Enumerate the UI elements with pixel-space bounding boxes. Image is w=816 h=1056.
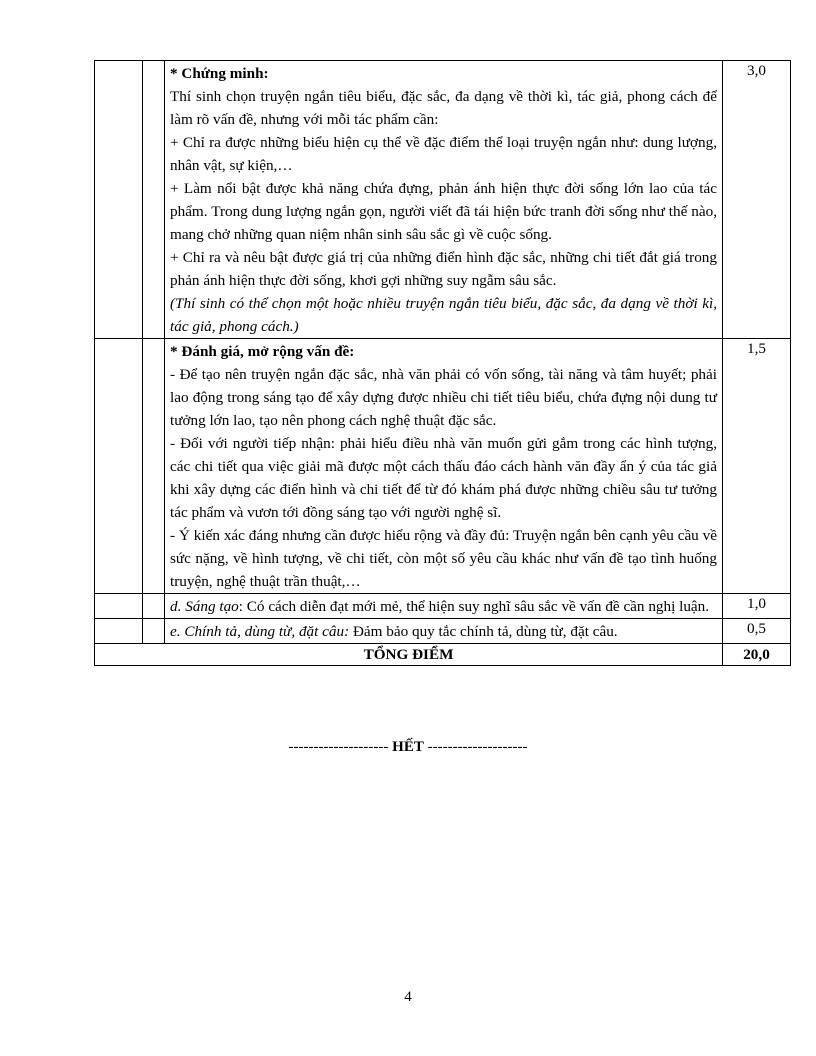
content-cell — [165, 61, 723, 339]
score-cell: 3,0 — [723, 61, 791, 339]
content-paragraph: - Đối với người tiếp nhận: phải hiểu điều nhà văn muốn gửi gắm trong các hình tượng, các chi tiết qua việc giải mã được một cách thấu đáo cách hành văn đầy ẩn ý của tác giả khi xây dựng các điển hình và chi tiết để từ đó khám phá được những chiều sâu tư tưởng tác phẩm và vươn tới đồng sáng tạo với người nghệ sĩ. — [170, 435, 717, 521]
score-cell: 1,5 — [723, 339, 791, 594]
content-paragraph: + Chỉ ra được những biểu hiện cụ thể về đặc điểm thể loại truyện ngắn như: dung lượng, nhân vật, sự kiện,… — [170, 134, 717, 174]
grading-table — [94, 60, 791, 666]
sub-question-cell — [143, 619, 165, 644]
content-cell — [165, 619, 723, 644]
table-row — [95, 594, 791, 619]
table-row — [95, 339, 791, 594]
score-cell: 1,0 — [723, 594, 791, 619]
question-cell — [95, 61, 143, 339]
section-heading: * Đánh giá, mở rộng vấn đề: — [170, 343, 355, 360]
content-paragraph: Thí sinh chọn truyện ngắn tiêu biểu, đặc sắc, đa dạng về thời kì, tác giả, phong cách để làm rõ vấn đề, nhưng với mỗi tác phẩm cần: — [170, 88, 717, 128]
total-label: TỔNG ĐIỂM — [95, 644, 723, 666]
sub-question-cell — [143, 594, 165, 619]
criterion-text: : Có cách diễn đạt mới mẻ, thể hiện suy nghĩ sâu sắc về vấn đề cần nghị luận. — [238, 598, 710, 615]
end-marker-text: -------------------- HẾT -------------------- — [288, 739, 528, 755]
content-paragraph: - Để tạo nên truyện ngắn đặc sắc, nhà văn phải có vốn sống, tài năng và tâm huyết; phải lao động trong sáng tạo để xây dựng được nhiều chi tiết tiêu biểu, chứa đựng nội dung tư tưởng lớn lao, tạo nên phong cách nghệ thuật đặc sắc. — [170, 366, 717, 429]
score-cell: 0,5 — [723, 619, 791, 644]
table-row — [95, 61, 791, 339]
question-cell — [95, 339, 143, 594]
criterion-text: Đảm bảo quy tắc chính tả, dùng từ, đặt câu. — [349, 623, 618, 640]
question-cell — [95, 594, 143, 619]
criterion-label: d. Sáng tạo — [170, 598, 239, 615]
sub-question-cell — [143, 339, 165, 594]
page-number: 4 — [404, 989, 412, 1005]
table-row — [95, 619, 791, 644]
content-cell — [165, 339, 723, 594]
criterion-label: e. Chính tả, dùng từ, đặt câu: — [170, 623, 350, 640]
end-marker — [0, 739, 816, 756]
content-note: (Thí sinh có thể chọn một hoặc nhiều truyện ngắn tiêu biểu, đặc sắc, đa dạng về thời kì, tác giả, phong cách.) — [170, 295, 717, 335]
question-cell — [95, 619, 143, 644]
sub-question-cell — [143, 61, 165, 339]
content-paragraph: + Chỉ ra và nêu bật được giá trị của những điển hình đặc sắc, những chi tiết đắt giá trong phản ánh hiện thực đời sống, khơi gợi những suy ngẫm sâu sắc. — [170, 249, 717, 289]
content-paragraph: - Ý kiến xác đáng nhưng cần được hiểu rộng và đầy đủ: Truyện ngắn bên cạnh yêu cầu về sức nặng, về hình tượng, về chi tiết, còn một số yêu cầu khác như vấn đề tạo tình huống truyện, nghệ thuật trần thuật,… — [170, 527, 717, 590]
total-score: 20,0 — [723, 644, 791, 666]
content-cell — [165, 594, 723, 619]
section-heading: * Chứng minh: — [170, 65, 269, 82]
content-paragraph: + Làm nổi bật được khả năng chứa đựng, phản ánh hiện thực đời sống lớn lao của tác phẩm. Trong dung lượng ngắn gọn, người viết đã tái hiện bức tranh đời sống như thế nào, mang chở những quan niệm nhân sinh sâu sắc gì về cuộc sống. — [170, 180, 717, 243]
total-row — [95, 644, 791, 666]
